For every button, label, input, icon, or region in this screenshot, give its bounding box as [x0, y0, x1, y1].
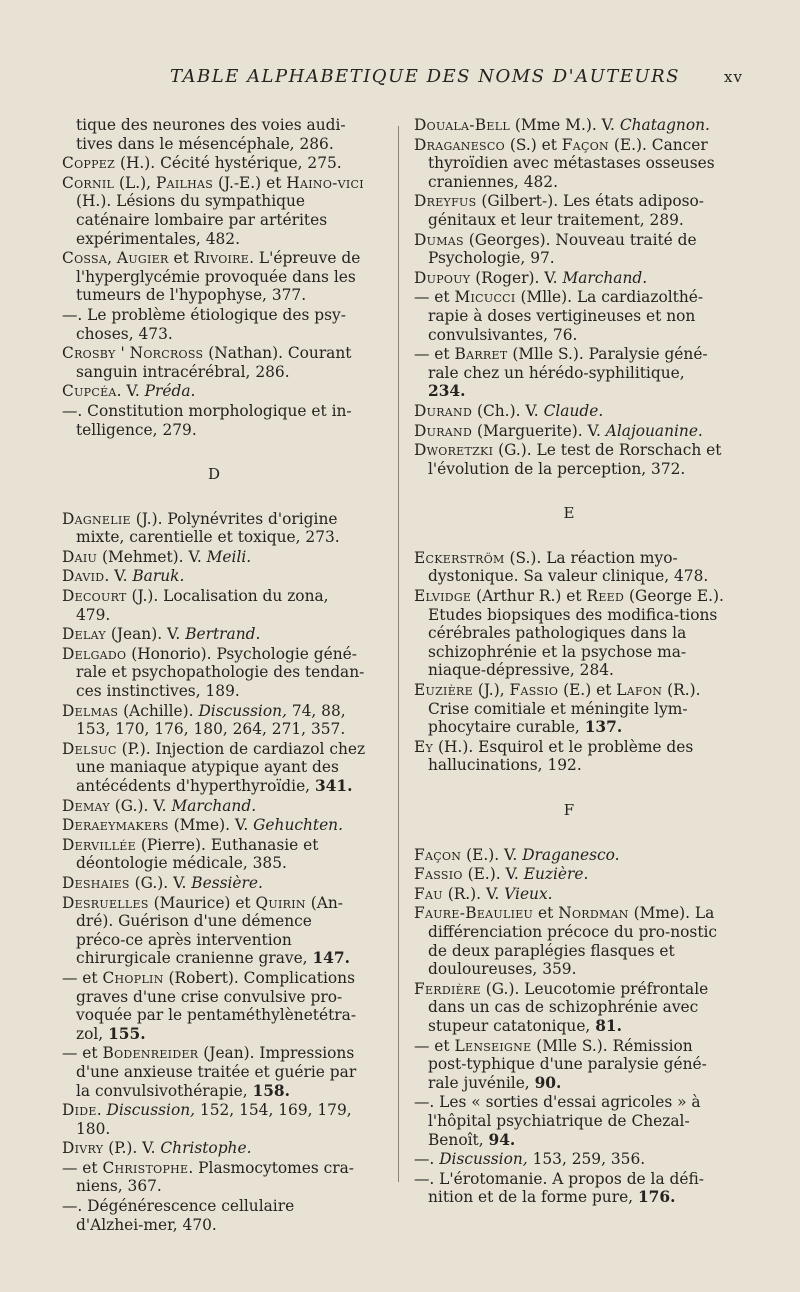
author-name: Ey — [414, 737, 434, 756]
index-entry — [62, 548, 366, 567]
entry-text: (G.). Le test de Rorschach et l'évolution de la perception, 372. — [428, 441, 722, 478]
index-entry — [62, 816, 366, 835]
index-entry — [414, 116, 724, 135]
cross-reference: Discussion, — [106, 1101, 196, 1120]
index-entry — [62, 567, 366, 586]
entry-text: (E.). V. — [461, 845, 523, 864]
author-name: Haino-vici — [286, 173, 364, 192]
entry-text: (Robert). Complications graves d'une crise convulsive pro-voquée par le pentaméthylènetétra-zol, — [76, 968, 357, 1043]
index-entry — [62, 382, 366, 401]
page-reference: 147. — [312, 949, 350, 968]
right-column — [414, 116, 724, 1208]
index-entry — [414, 904, 724, 978]
index-entry — [62, 797, 366, 816]
index-entry — [62, 969, 366, 1043]
cross-reference: Gehuchten. — [253, 816, 343, 835]
index-entry — [414, 980, 724, 1036]
entry-text: (Jean). V. — [105, 625, 186, 644]
page-reference: 137. — [584, 718, 623, 737]
entry-text: (An-dré). Guérison d'une démence préco-ce après intervention chirurgicale cranienne grave, — [76, 893, 343, 968]
author-name: Douala-Bell — [414, 116, 510, 134]
cross-reference: Discussion, — [439, 1150, 528, 1169]
index-entry — [414, 192, 724, 229]
cross-reference: Meili. — [206, 547, 252, 566]
entry-text: (E.) et — [558, 681, 617, 700]
entry-text: (Mlle S.). Paralysie géné-rale chez un hérédo-syphilitique, — [428, 345, 708, 382]
author-name: Fassio — [414, 865, 463, 884]
entry-text: (Gilbert-). Les états adiposo-génitaux et leur traitement, 289. — [428, 192, 704, 229]
index-entry — [414, 865, 724, 884]
author-name: Decourt — [62, 587, 127, 606]
author-name: Dupouy — [414, 268, 471, 287]
cross-reference: Euzière. — [523, 865, 589, 884]
author-name: Crosby — [62, 344, 116, 363]
author-name: Lenseigne — [454, 1036, 532, 1055]
author-name: Durand — [414, 401, 473, 420]
author-name: Elvidge — [414, 587, 472, 606]
index-entry — [62, 306, 366, 343]
cross-reference: Draganesco. — [522, 845, 620, 864]
author-name: Draganesco — [414, 135, 505, 154]
cross-reference: Bertrand. — [185, 625, 261, 644]
cross-reference: Marchand. — [562, 268, 648, 287]
entry-text: (Nathan). Courant sanguin intracérébral, 286. — [76, 344, 352, 381]
cross-reference: Claude. — [543, 401, 604, 420]
entry-text: . L'épreuve de l'hyperglycémie provoquée dans les tumeurs de l'hypophyse, 377. — [76, 249, 361, 305]
author-name: Augier — [116, 249, 169, 268]
author-name: Deraeymakers — [62, 816, 169, 835]
index-entry — [414, 587, 724, 680]
entry-text: — et — [62, 968, 103, 987]
index-entry — [414, 1170, 724, 1207]
author-name: Coppez — [62, 154, 116, 173]
entry-text: , — [107, 249, 117, 268]
author-name: Bodenreider — [102, 1044, 199, 1063]
entry-text: (J.). Localisation du zona, 479. — [76, 587, 329, 624]
author-name: Eckerström — [414, 548, 505, 567]
entry-text: tique des neurones des voies audi-tives dans le mésencéphale, 286. — [76, 116, 346, 153]
author-name: Delgado — [62, 644, 127, 663]
index-entry — [62, 1101, 366, 1138]
entry-text: (P.). V. — [103, 1139, 161, 1158]
entry-text: ' — [115, 344, 130, 363]
author-name: Dreyfus — [414, 192, 477, 211]
entry-text: 74, 88, 153, 170, 176, 180, 264, 271, 357. — [76, 701, 346, 739]
author-name: Barret — [454, 345, 508, 364]
author-name: Delay — [62, 625, 106, 644]
author-name: Façon — [561, 135, 609, 154]
author-name: Delmas — [62, 701, 119, 720]
author-name: Deshaies — [62, 873, 130, 892]
author-name: Pailhas — [155, 173, 214, 192]
entry-text: . V. — [116, 382, 145, 401]
author-name: Rivoire — [193, 249, 250, 268]
index-entry — [62, 1044, 366, 1100]
author-name: Dervillée — [62, 835, 136, 854]
entry-text: (E.). V. — [462, 865, 524, 884]
entry-text: —. Constitution morphologique et in-telligence, 279. — [62, 401, 352, 439]
entry-text: (G.). Leucotomie préfrontale dans un cas de schizophrénie avec stupeur catatonique, — [428, 979, 709, 1035]
entry-text: (E.). Cancer thyroïdien avec métastases osseuses craniennes, 482. — [428, 135, 715, 191]
entry-text: (Georges). Nouveau traité de Psychologie, 97. — [428, 230, 697, 268]
index-entry — [414, 738, 724, 775]
author-name: Christophe — [102, 1158, 189, 1177]
index-entry — [62, 894, 366, 968]
entry-text: — et — [414, 345, 455, 364]
page-reference: 234. — [428, 382, 466, 401]
cross-reference: Vieux. — [504, 884, 553, 903]
index-entry — [414, 402, 724, 421]
entry-text: (Honorio). Psychologie géné-rale et psychopathologie des tendan-ces instinctives, 189. — [76, 644, 365, 701]
index-entry — [62, 1197, 366, 1234]
index-entry — [62, 402, 366, 439]
index-entry — [414, 136, 724, 192]
entry-text: (Maurice) et — [148, 893, 256, 912]
page-reference: 155. — [108, 1024, 146, 1043]
index-entry — [414, 441, 724, 478]
entry-text: (G.). V. — [129, 873, 192, 892]
author-name: Faure-Beaulieu — [414, 904, 534, 923]
author-name: Micucci — [454, 288, 516, 307]
index-entry — [414, 1037, 724, 1093]
index-entry — [414, 269, 724, 288]
running-title: TABLE ALPHABETIQUE DES NOMS D'AUTEURS — [170, 66, 680, 87]
index-entry — [62, 1139, 366, 1158]
entry-text: —. Les « sorties d'essai agricoles » à l'hôpital psychiatrique de Chezal-Benoît, — [414, 1093, 701, 1149]
author-name: Ferdière — [414, 979, 481, 998]
index-entry — [62, 625, 366, 644]
page-number: xv — [724, 68, 743, 86]
entry-text: (Roger). V. — [470, 268, 563, 287]
cross-reference: Baruk. — [132, 567, 185, 586]
index-entry — [62, 702, 366, 739]
cross-reference: Discussion, — [198, 701, 287, 720]
entry-text: —. Dégénérescence cellulaire d'Alzhei-mer, 470. — [62, 1197, 295, 1234]
entry-text: (P.). Injection de cardiazol chez une maniaque atypique ayant des antécédents d'hyperthyroïdie, — [76, 739, 366, 795]
entry-text: (George E.). Etudes biopsiques des modifica-tions cérébrales pathologiques dans la schizophrénie et la psychose ma-niaque-dépressive, 284. — [428, 587, 724, 680]
entry-text: —. L'érotomanie. A propos de la défi-nition et de la forme pure, — [414, 1169, 704, 1207]
entry-text: (Mlle). La cardiazolthé-rapie à doses vertigineuses et non convulsivantes, 76. — [428, 288, 704, 344]
author-name: Choplin — [102, 968, 164, 987]
page-reference: 81. — [595, 1016, 622, 1035]
author-name: Fau — [414, 884, 443, 903]
author-name: Cornil — [62, 173, 115, 192]
entry-text: (Mlle S.). Rémission post-typhique d'une paralysie géné-rale juvénile, — [428, 1036, 707, 1092]
entry-text: . — [96, 1101, 107, 1120]
index-entry — [414, 885, 724, 904]
entry-text: — et — [414, 1036, 455, 1055]
author-name: Dumas — [414, 230, 464, 249]
author-name: Daiu — [62, 547, 98, 566]
index-entry — [414, 1150, 724, 1169]
cross-reference: Chatagnon. — [619, 116, 710, 134]
entry-text: — et — [62, 1158, 103, 1177]
author-name: Cossa — [62, 249, 108, 268]
page-reference: 176. — [637, 1188, 676, 1207]
page-reference: 341. — [314, 777, 353, 795]
entry-text: 153, 259, 356. — [527, 1150, 646, 1169]
author-name: Reed — [586, 587, 625, 606]
entry-text: (H.). Cécité hystérique, 275. — [115, 154, 342, 173]
entry-text: (J.). Polynévrites d'origine mixte, carentielle et toxique, 273. — [76, 509, 340, 547]
index-entry — [62, 249, 366, 305]
index-entry — [62, 1159, 366, 1196]
index-entry — [414, 549, 724, 586]
entry-text: et — [533, 904, 559, 923]
entry-text: —. Le problème étiologique des psy-choses, 473. — [62, 305, 346, 343]
index-entry — [414, 345, 724, 401]
entry-text: (L.), — [114, 173, 156, 192]
entry-text: (Mehmet). V. — [97, 547, 207, 566]
index-entry — [62, 344, 366, 381]
entry-text: (R.). V. — [442, 884, 505, 903]
author-name: Euzière — [414, 681, 473, 700]
index-entry — [62, 587, 366, 624]
author-name: Delsuc — [62, 739, 117, 758]
entry-text: (Jean). Impressions d'une anxieuse traitée et guérie par la convulsivothérapie, — [76, 1044, 357, 1100]
entry-text: . V. — [104, 567, 133, 586]
entry-text: (H.). Lésions du sympathique caténaire lombaire par artérites expérimentales, 482. — [76, 192, 328, 248]
entry-text: (Ch.). V. — [472, 401, 544, 420]
page-reference: 90. — [534, 1073, 562, 1092]
entry-text: (Pierre). Euthanasie et déontologie médicale, 385. — [76, 835, 319, 873]
index-entry — [414, 1093, 724, 1149]
index-entry — [414, 231, 724, 268]
entry-text: — et — [414, 288, 455, 307]
section-letter: D — [207, 465, 221, 484]
entry-text: (G.). V. — [109, 796, 172, 815]
entry-text: . Plasmocytomes cra-niens, 367. — [76, 1158, 354, 1196]
index-entry — [62, 174, 366, 248]
entry-text: 152, 154, 169, 179, 180. — [76, 1101, 352, 1138]
index-entry — [62, 645, 366, 701]
index-entry — [62, 874, 366, 893]
author-name: Dworetzki — [414, 441, 494, 460]
entry-text: (Arthur R.) et — [471, 587, 587, 606]
page-reference: 158. — [252, 1081, 291, 1100]
entry-text: (R.). Crise comitiale et méningite lym-phocytaire curable, — [428, 681, 701, 737]
index-entry — [62, 740, 366, 796]
entry-text: (Achille). — [118, 701, 199, 720]
entry-text: (J.-E.) et — [213, 173, 287, 192]
cross-reference: Christophe. — [160, 1139, 252, 1158]
index-entry — [414, 846, 724, 865]
index-entry — [62, 836, 366, 873]
entry-text: (S.). La réaction myo-dystonique. Sa valeur clinique, 478. — [428, 548, 709, 586]
cross-reference: Préda. — [144, 382, 196, 401]
entry-text: —. — [414, 1150, 440, 1169]
entry-text: (Mme). V. — [168, 816, 254, 835]
section-letter: F — [563, 801, 575, 819]
entry-text: (Mme). La différenciation précoce du pro-nostic de deux paraplégies flasques et douloureuses, 359. — [428, 904, 718, 979]
cross-reference: Marchand. — [171, 796, 257, 815]
index-entry — [414, 422, 724, 441]
index-entry — [62, 116, 366, 153]
index-entry — [414, 288, 724, 344]
author-name: Demay — [62, 796, 110, 815]
author-name: Dide — [62, 1101, 97, 1120]
entry-text: (S.) et — [504, 135, 562, 154]
author-name: Quirin — [255, 893, 306, 912]
author-name: Durand — [414, 421, 473, 440]
left-column — [62, 116, 366, 1235]
entry-text: (J.), — [472, 681, 510, 700]
entry-text: et — [168, 249, 194, 268]
author-name: Cupcéa — [62, 382, 117, 401]
author-name: Dagnelie — [62, 509, 131, 528]
cross-reference: Bessière. — [191, 873, 263, 892]
author-name: Fassio — [509, 681, 559, 700]
index-entry — [414, 681, 724, 737]
index-entry — [62, 154, 366, 173]
author-name: Lafon — [616, 681, 663, 700]
author-name: Nordman — [558, 904, 629, 923]
column-divider — [398, 126, 399, 1182]
entry-text: (Marguerite). V. — [472, 421, 606, 440]
author-name: Norcross — [129, 344, 204, 363]
entry-text: (Mme M.). V. — [509, 116, 620, 134]
entry-text: (H.). Esquirol et le problème des hallucinations, 192. — [428, 737, 694, 775]
index-entry — [62, 510, 366, 547]
author-name: David — [62, 567, 105, 586]
author-name: Desruelles — [62, 893, 149, 912]
author-name: Façon — [414, 845, 462, 864]
cross-reference: Alajouanine. — [605, 421, 703, 440]
author-name: Divry — [62, 1139, 104, 1158]
entry-text: — et — [62, 1044, 103, 1063]
page-reference: 94. — [488, 1130, 516, 1149]
page-header — [0, 66, 800, 94]
section-letter: E — [563, 504, 575, 523]
